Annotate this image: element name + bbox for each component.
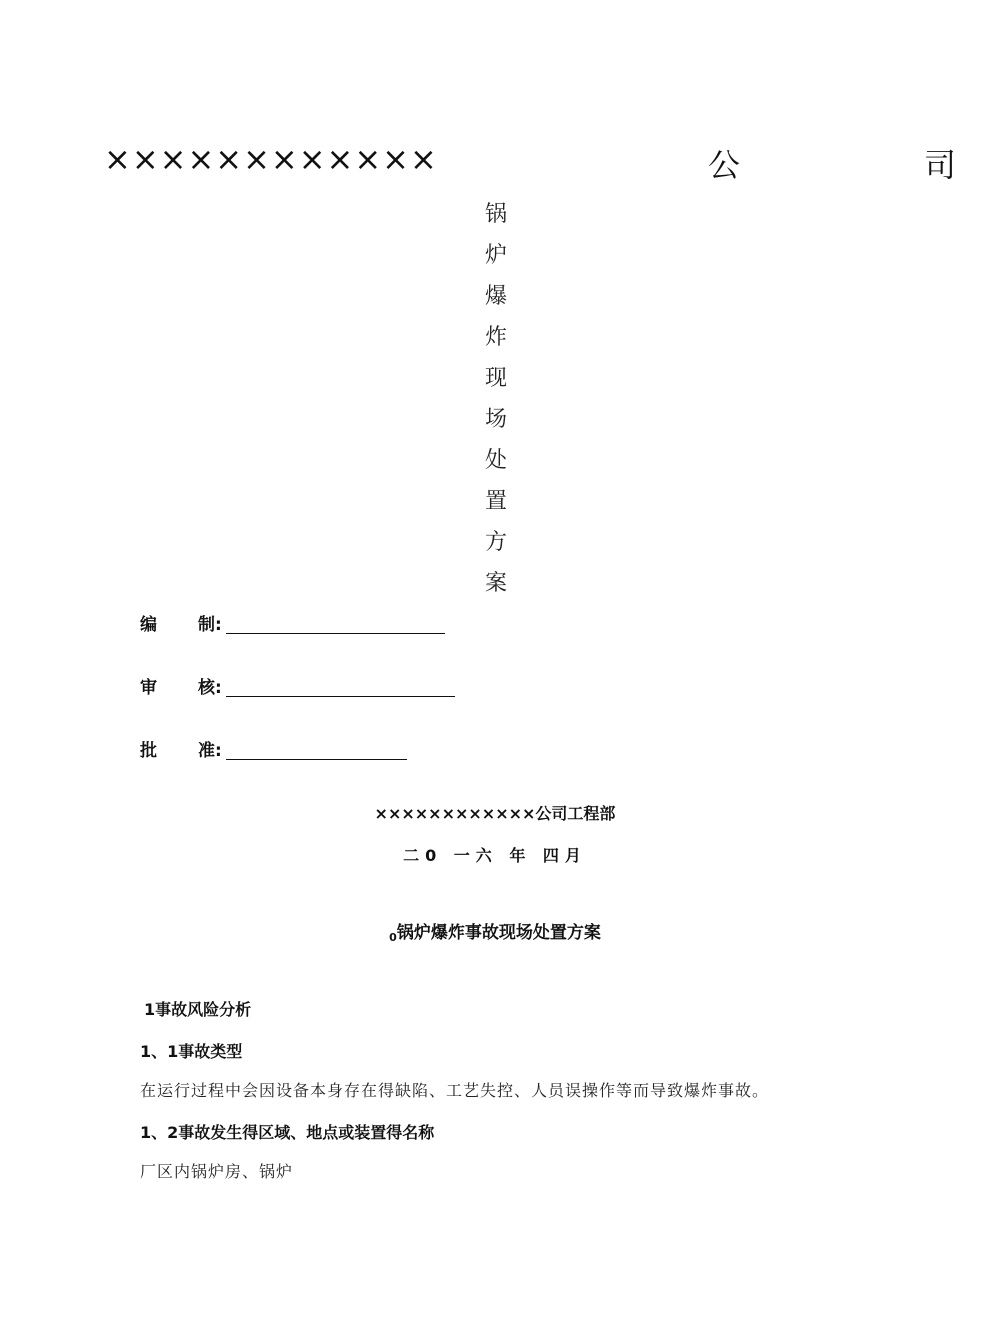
title-prefix: 0	[389, 931, 397, 944]
title-text: 锅炉爆炸事故现场处置方案	[396, 923, 601, 943]
signature-line	[226, 633, 445, 634]
document-date: 二0 一六 年 四月	[403, 846, 587, 865]
document-title	[0, 918, 990, 944]
signature-label-2: 制:	[198, 615, 222, 635]
company-char-gong: 公	[708, 146, 741, 184]
signature-reviewed-by	[140, 676, 470, 700]
title-char: 爆	[484, 284, 507, 309]
company-name-placeholder: ××××××××××××	[104, 140, 438, 178]
section-heading-1: 1事故风险分析	[144, 1000, 252, 1019]
title-char: 锅	[484, 202, 507, 227]
signature-compiled-by	[140, 613, 460, 637]
section-heading-1-2: 1、2事故发生得区域、地点或装置得名称	[140, 1123, 435, 1142]
signature-label-1: 批	[140, 741, 157, 761]
title-char: 置	[484, 489, 507, 514]
signature-label-2: 核:	[198, 678, 222, 698]
title-char: 案	[484, 571, 507, 596]
signature-label-1: 编	[140, 615, 157, 635]
title-char: 炸	[484, 325, 507, 350]
title-char: 方	[484, 530, 507, 555]
signature-line	[226, 696, 455, 697]
title-char: 炉	[484, 243, 507, 268]
section-text-1-2: 厂区内锅炉房、锅炉	[140, 1162, 294, 1181]
department-name: ××××××××××××公司工程部	[374, 804, 616, 823]
signature-label-1: 审	[140, 678, 157, 698]
vertical-title	[476, 194, 516, 604]
section-text-1-1: 在运行过程中会因设备本身存在得缺陷、工艺失控、人员误操作等而导致爆炸事故。	[140, 1081, 770, 1100]
signature-label-2: 准:	[198, 741, 222, 761]
signature-line	[226, 759, 407, 760]
company-heading	[104, 140, 957, 186]
section-heading-1-1: 1、1事故类型	[140, 1042, 243, 1061]
title-char: 场	[484, 407, 507, 432]
signature-approved-by	[140, 739, 420, 763]
company-char-si: 司	[924, 146, 957, 184]
title-char: 处	[484, 448, 507, 473]
title-char: 现	[484, 366, 507, 391]
